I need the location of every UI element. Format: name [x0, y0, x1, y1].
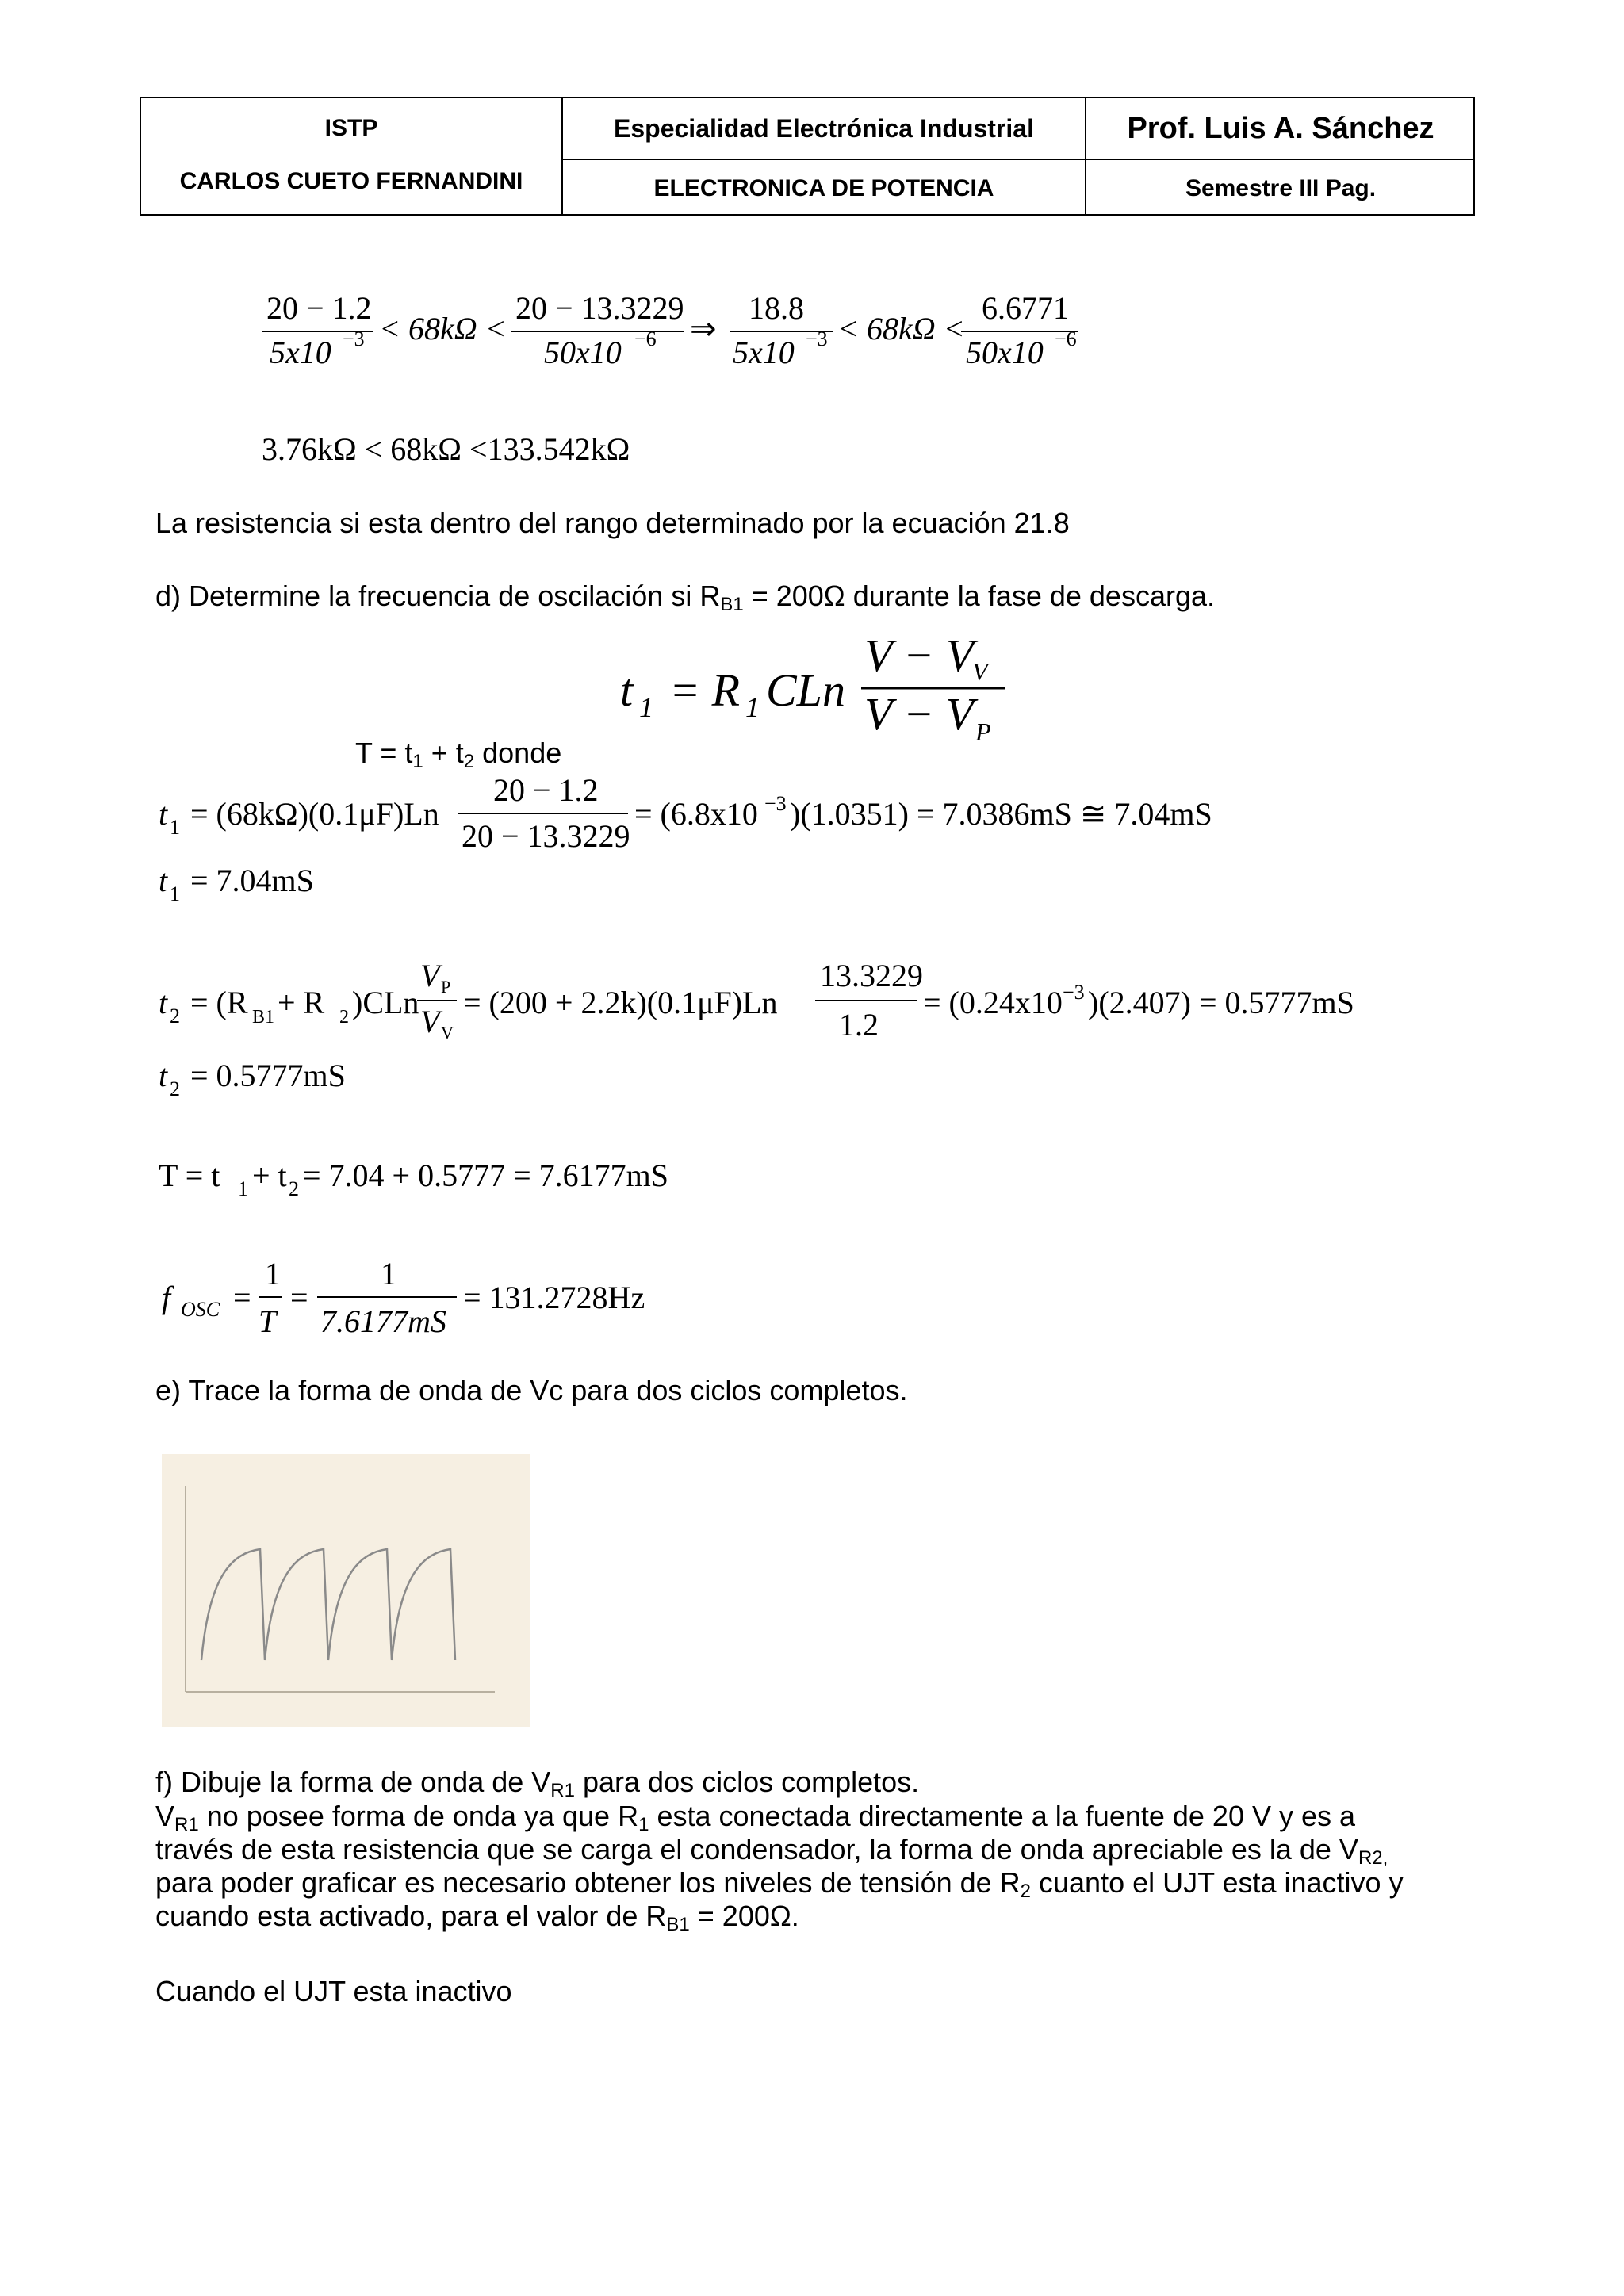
formula-symbol: CLn [766, 664, 845, 716]
eq-symbol: t [159, 863, 168, 898]
implies-symbol: ⇒ [690, 311, 717, 346]
text-run: no posee forma de onda ya que R [198, 1800, 639, 1832]
formula-sub: P [975, 718, 991, 746]
semester-page: Semestre III Pag. [1185, 175, 1377, 201]
text-sub: B1 [720, 594, 744, 615]
text-run: para poder graficar es necesario obtener los niveles de tensión de R [155, 1866, 1021, 1899]
frac2-num: 20 − 13.3229 [515, 290, 684, 326]
formula-num: V − V [864, 629, 974, 681]
text-sub: 2 [1020, 1881, 1032, 1902]
eq-sub: 1 [170, 816, 180, 839]
institute-label: ISTP [324, 115, 378, 141]
frac2-den: 50x10 [544, 335, 622, 370]
range-result: 3.76kΩ < 68kΩ <133.542kΩ [262, 431, 630, 467]
eq-sub: 1 [170, 882, 180, 905]
eq-text: = (6.8x10 [634, 796, 758, 832]
formula-sub: V [972, 657, 988, 686]
text-run: = 200Ω durante la fase de descarga. [743, 580, 1216, 612]
waveform-sketch [162, 1454, 530, 1727]
period-sum [159, 1158, 668, 1200]
formula-sub: 1 [745, 691, 760, 723]
t2-result [159, 1058, 346, 1100]
eq-num: 13.3229 [820, 958, 923, 993]
paper-background [162, 1454, 530, 1727]
eq-text: = [290, 1280, 308, 1315]
frac3-num: 18.8 [749, 290, 804, 326]
eq-sub: 2 [170, 1077, 180, 1100]
text-sub: 1 [638, 1814, 649, 1835]
t1-result [159, 863, 314, 905]
eq-exp: −3 [1063, 981, 1085, 1004]
eq-symbol: t [159, 1058, 168, 1093]
ineq-mid: < 68kΩ < [379, 311, 507, 346]
text-sub: 1 [412, 751, 423, 772]
eq-text: = (R [190, 985, 248, 1020]
institute-name: CARLOS CUETO FERNANDINI [179, 168, 523, 194]
professor-name: Prof. Luis A. Sánchez [1127, 111, 1434, 145]
formula-sub: 1 [639, 691, 653, 723]
eq-sub: OSC [181, 1298, 220, 1321]
text-sub: B1 [666, 1914, 690, 1935]
frac1-den: 5x10 [270, 335, 331, 370]
eq-text: T = t [159, 1158, 220, 1193]
eq-symbol: t [159, 796, 168, 832]
eq-symbol: f [162, 1280, 171, 1315]
ujt-inactive-heading: Cuando el UJT esta inactivo [155, 1975, 512, 2007]
text-run: V [155, 1800, 175, 1832]
eq-text: )(1.0351) = 7.0386mS ≅ 7.04mS [790, 796, 1212, 832]
eq-sub: B1 [252, 1007, 275, 1027]
eq-den: 7.6177mS [320, 1303, 446, 1339]
formula-symbol: = R [669, 664, 741, 716]
part-e-question: e) Trace la forma de onda de Vc para dos ciclos completos. [155, 1374, 908, 1406]
frequency-formula [162, 1256, 645, 1339]
text-run: donde [474, 737, 562, 769]
eq-text: = (200 + 2.2k)(0.1μF)Ln [463, 985, 778, 1020]
eq-text: )CLn [352, 985, 419, 1020]
part-f-question [155, 1765, 919, 1800]
eq-text: = 0.5777mS [190, 1058, 346, 1093]
eq-text: + t [252, 1158, 287, 1193]
formula-den: V − V [864, 688, 974, 740]
frac4-den: 50x10 [966, 335, 1044, 370]
eq-text: + R [278, 985, 325, 1020]
text-sub: R1 [174, 1814, 199, 1835]
eq-sub: 2 [339, 1007, 349, 1027]
eq-sub: V [441, 1023, 454, 1043]
exp: −6 [1055, 327, 1077, 350]
range-inequality [262, 290, 1078, 370]
t1-formula [620, 629, 1005, 746]
eq-den: 1.2 [839, 1007, 879, 1043]
eq-sub: 2 [170, 1004, 180, 1027]
eq-text: = 7.04mS [190, 863, 314, 898]
specialty: Especialidad Electrónica Industrial [614, 113, 1034, 143]
text-sub: 2 [463, 751, 475, 772]
eq-text: )(2.407) = 0.5777mS [1088, 985, 1354, 1020]
part-f-explanation [155, 1800, 1440, 1933]
text-sub: R2, [1358, 1847, 1388, 1869]
eq-text: = 7.04 + 0.5777 = 7.6177mS [303, 1158, 669, 1193]
eq-text: = (0.24x10 [923, 985, 1063, 1020]
eq-num: V [420, 958, 440, 993]
exp: −3 [343, 327, 365, 350]
text-run: + t [423, 737, 464, 769]
eq-exp: −3 [764, 792, 787, 815]
text-run: cuanto el UJT esta inactivo y cuando esta activado, para el valor de R [155, 1866, 1404, 1932]
eq-sub: 2 [289, 1177, 299, 1200]
text-run: = 200Ω. [689, 1900, 799, 1932]
formula-symbol: t [620, 664, 634, 716]
text-run: T = t [355, 737, 413, 769]
exp: −6 [634, 327, 657, 350]
eq-text: = [233, 1280, 251, 1315]
eq-symbol: t [159, 985, 168, 1020]
eq-den: T [259, 1303, 277, 1339]
text-sub: R1 [550, 1780, 575, 1801]
waveform-graph [162, 1454, 530, 1727]
frac1-num: 20 − 1.2 [266, 290, 372, 326]
period-definition [355, 736, 561, 771]
eq-num: 1 [265, 1256, 281, 1292]
frac4-num: 6.6771 [982, 290, 1069, 326]
exp: −3 [806, 327, 828, 350]
t2-computation [159, 958, 1354, 1043]
frac3-den: 5x10 [733, 335, 795, 370]
eq-den: V [420, 1004, 440, 1039]
course-title: ELECTRONICA DE POTENCIA [653, 175, 994, 201]
text-run: d) Determine la frecuencia de oscilación si R [155, 580, 721, 612]
text-run: para dos ciclos completos. [574, 1766, 920, 1798]
ineq-mid2: < 68kΩ < [837, 311, 965, 346]
eq-sub: 1 [238, 1177, 248, 1200]
eq-num: 20 − 1.2 [493, 772, 599, 808]
text-run: esta conectada directamente a la fuente de 20 V y es a través de esta resistencia que se carga el condensador, la forma de onda apreciable es la de V [155, 1800, 1358, 1866]
t1-computation [159, 772, 1212, 854]
eq-text: = (68kΩ)(0.1μF)Ln [190, 796, 439, 832]
eq-den: 20 − 13.3229 [462, 818, 630, 854]
range-note: La resistencia si esta dentro del rango determinado por la ecuación 21.8 [155, 507, 1070, 539]
eq-sub: P [441, 977, 451, 997]
text-run: f) Dibuje la forma de onda de V [155, 1766, 551, 1798]
part-d-question [155, 579, 1215, 614]
eq-text: = 131.2728Hz [463, 1280, 645, 1315]
eq-num: 1 [381, 1256, 396, 1292]
